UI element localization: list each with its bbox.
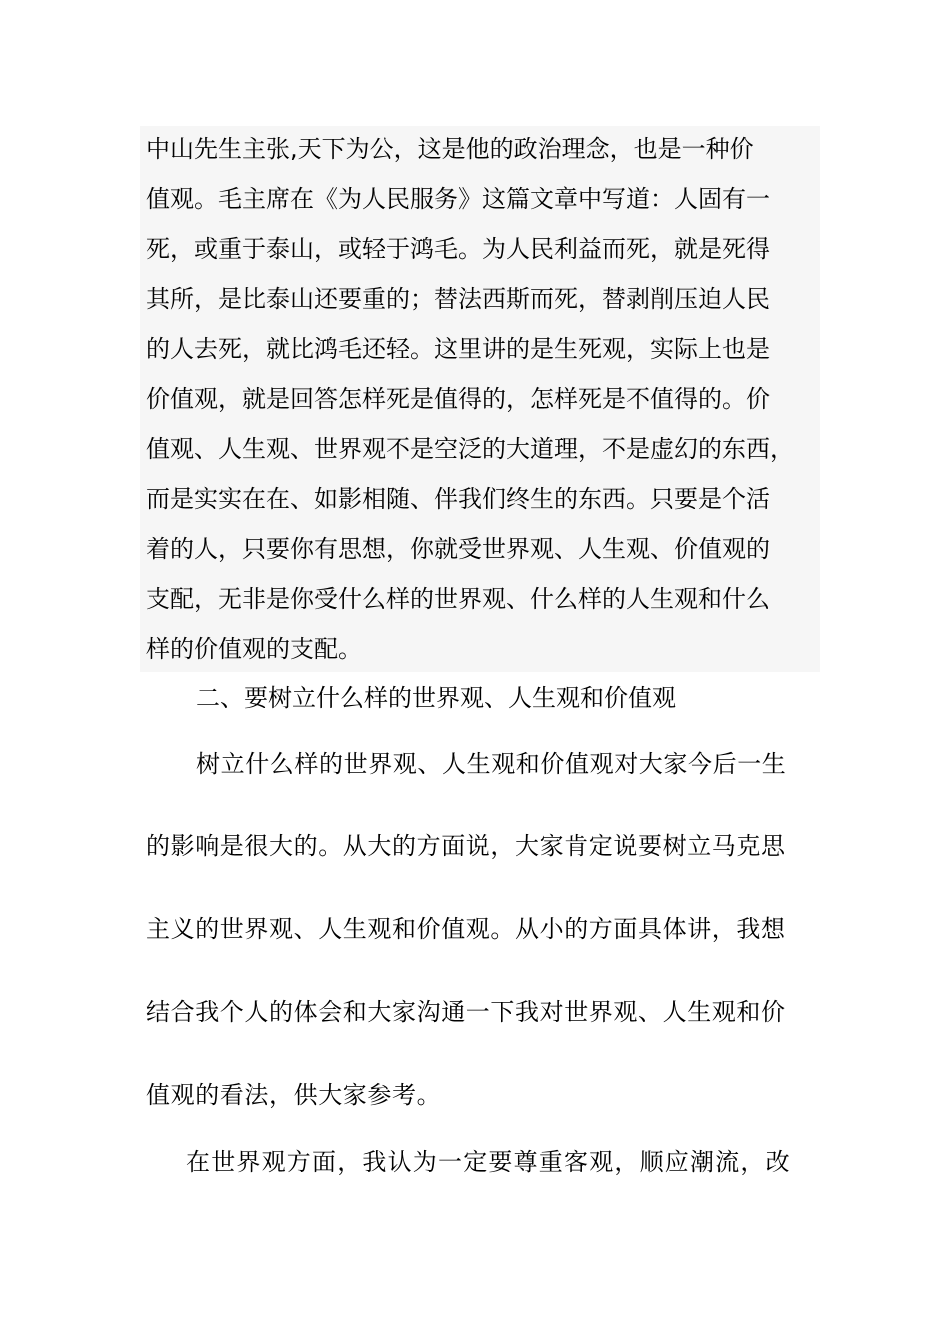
paragraph-2-line-4: 结合我个人的体会和大家沟通一下我对世界观、人生观和价 [146, 998, 786, 1026]
paragraph-1-line-9: 着的人，只要你有思想，你就受世界观、人生观、价值观的 [146, 535, 770, 563]
paragraph-1-line-1: 中山先生主张,天下为公，这是他的政治理念，也是一种价 [146, 135, 754, 163]
paragraph-2-line-3: 主义的世界观、人生观和价值观。从小的方面具体讲，我想 [146, 915, 786, 943]
section-heading: 二、要树立什么样的世界观、人生观和价值观 [196, 684, 676, 712]
paragraph-3-line-1: 在世界观方面，我认为一定要尊重客观，顺应潮流，改 [186, 1148, 791, 1176]
paragraph-1-line-8: 而是实实在在、如影相随、伴我们终生的东西。只要是个活 [146, 485, 770, 513]
paragraph-1-line-7: 值观、人生观、世界观不是空泛的大道理，不是虚幻的东西， [146, 435, 794, 463]
paragraph-2-line-5: 值观的看法，供大家参考。 [146, 1081, 442, 1109]
paragraph-1-line-11: 样的价值观的支配。 [146, 635, 362, 663]
paragraph-1-line-5: 的人去死，就比鸿毛还轻。这里讲的是生死观，实际上也是 [146, 335, 770, 363]
paragraph-1-line-10: 支配，无非是你受什么样的世界观、什么样的人生观和什么 [146, 585, 770, 613]
paragraph-1-line-2: 值观。毛主席在《为人民服务》这篇文章中写道：人固有一 [146, 185, 770, 213]
paragraph-1-line-3: 死，或重于泰山，或轻于鸿毛。为人民利益而死，就是死得 [146, 235, 770, 263]
paragraph-1-line-6: 价值观，就是回答怎样死是值得的，怎样死是不值得的。价 [146, 385, 770, 413]
paragraph-2-line-1: 树立什么样的世界观、人生观和价值观对大家今后一生 [196, 750, 787, 778]
paragraph-1-line-4: 其所，是比泰山还要重的；替法西斯而死，替剥削压迫人民 [146, 285, 770, 313]
paragraph-2-line-2: 的影响是很大的。从大的方面说，大家肯定说要树立马克思 [146, 832, 786, 860]
